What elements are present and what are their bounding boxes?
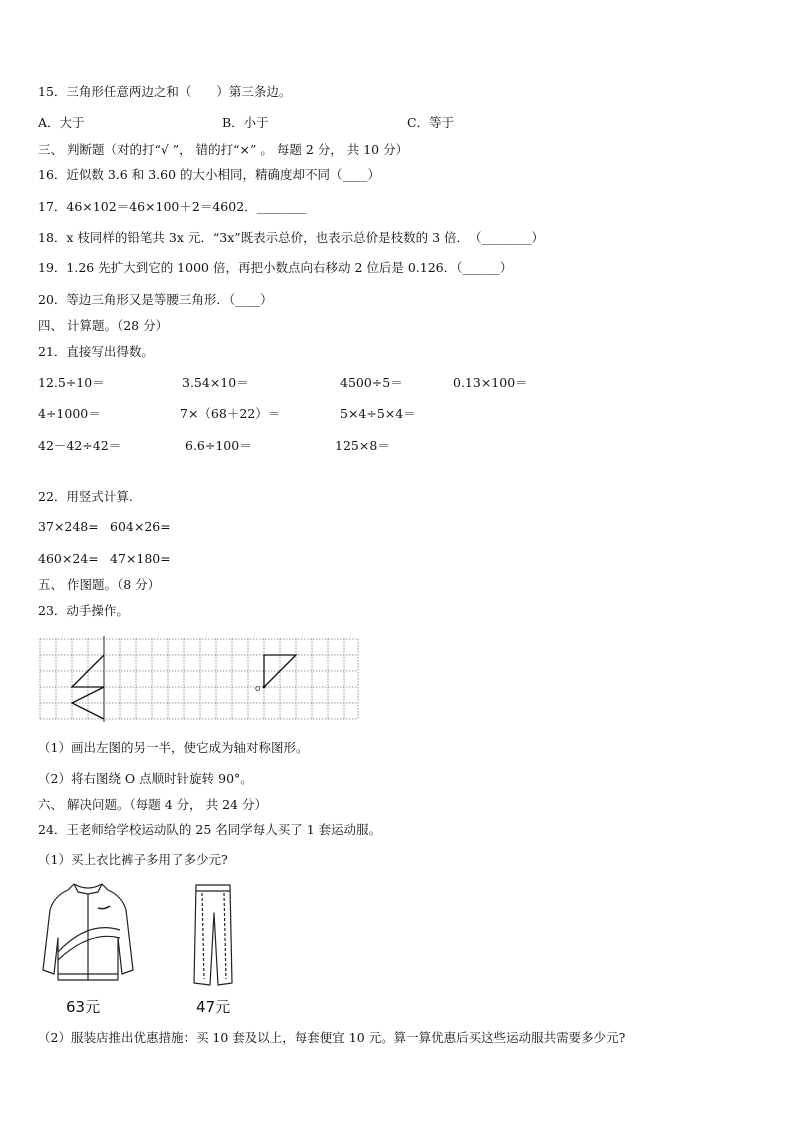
q21-item: 4500÷5＝ xyxy=(340,375,403,390)
q20: 20．等边三角形又是等腰三角形．（____） xyxy=(38,292,273,307)
q23-part1: （1）画出左图的另一半，使它成为轴对称图形。 xyxy=(38,740,309,755)
grid-svg xyxy=(38,636,360,722)
q24-part2: （2）服装店推出优惠措施：买 10 套及以上，每套便宜 10 元。算一算优惠后买这些运动服共需要多少元? xyxy=(38,1030,626,1045)
section4-title: 四、 计算题。（28 分） xyxy=(38,318,169,333)
pants-price: 47元 xyxy=(196,998,231,1016)
q21-item: 12.5÷10＝ xyxy=(38,375,105,390)
q21-item: 0.13×100＝ xyxy=(453,375,528,390)
point-o-label: O xyxy=(255,685,261,693)
q15-option-c: C．等于 xyxy=(407,115,455,130)
q22-item: 604×26= xyxy=(110,519,171,534)
jacket-price: 63元 xyxy=(66,998,101,1016)
q21-stem: 21．直接写出得数。 xyxy=(38,344,154,359)
q22-item: 47×180= xyxy=(110,551,171,566)
drawing-grid xyxy=(38,636,360,725)
q22-item: 460×24= xyxy=(38,551,99,566)
q21-item: 3.54×10＝ xyxy=(182,375,249,390)
q21-item: 42－42÷42＝ xyxy=(38,438,122,453)
section6-title: 六、 解决问题。（每题 4 分， 共 24 分） xyxy=(38,797,267,812)
q24-stem: 24．王老师给学校运动队的 25 名同学每人买了 1 套运动服。 xyxy=(38,822,382,837)
q22-stem: 22．用竖式计算. xyxy=(38,489,133,504)
q24-part1: （1）买上衣比裤子多用了多少元? xyxy=(38,852,228,867)
q15-option-a: A．大于 xyxy=(38,115,85,130)
q15-option-b: B．小于 xyxy=(222,115,269,130)
q18: 18．x 枝同样的铅笔共 3x 元．“3x”既表示总价，也表示总价是枝数的 3 倍． （________） xyxy=(38,230,545,245)
jacket-image xyxy=(38,880,138,992)
q17: 17．46×102＝46×100＋2＝4602．________ xyxy=(38,199,307,214)
q23-stem: 23．动手操作。 xyxy=(38,603,129,618)
q22-item: 37×248= xyxy=(38,519,99,534)
q19: 19．1.26 先扩大到它的 1000 倍，再把小数点向右移动 2 位后是 0.126．（______） xyxy=(38,260,513,275)
q16: 16．近似数 3.6 和 3.60 的大小相同，精确度却不同（____） xyxy=(38,167,381,182)
section5-title: 五、 作图题。（8 分） xyxy=(38,577,161,592)
q15-stem: 15．三角形任意两边之和（ ）第三条边。 xyxy=(38,84,292,99)
pants-image xyxy=(188,883,238,993)
q21-item: 4÷1000＝ xyxy=(38,406,101,421)
q21-item: 6.6÷100＝ xyxy=(185,438,252,453)
q21-item: 7×（68＋22）＝ xyxy=(180,406,281,421)
section3-title: 三、 判断题（对的打“√ ”， 错的打“×” 。 每题 2 分， 共 10 分） xyxy=(38,142,409,157)
q23-part2: （2）将右图绕 O 点顺时针旋转 90°。 xyxy=(38,771,253,786)
q21-item: 5×4÷5×4＝ xyxy=(340,406,416,421)
point-o xyxy=(263,686,266,689)
q21-item: 125×8＝ xyxy=(335,438,390,453)
